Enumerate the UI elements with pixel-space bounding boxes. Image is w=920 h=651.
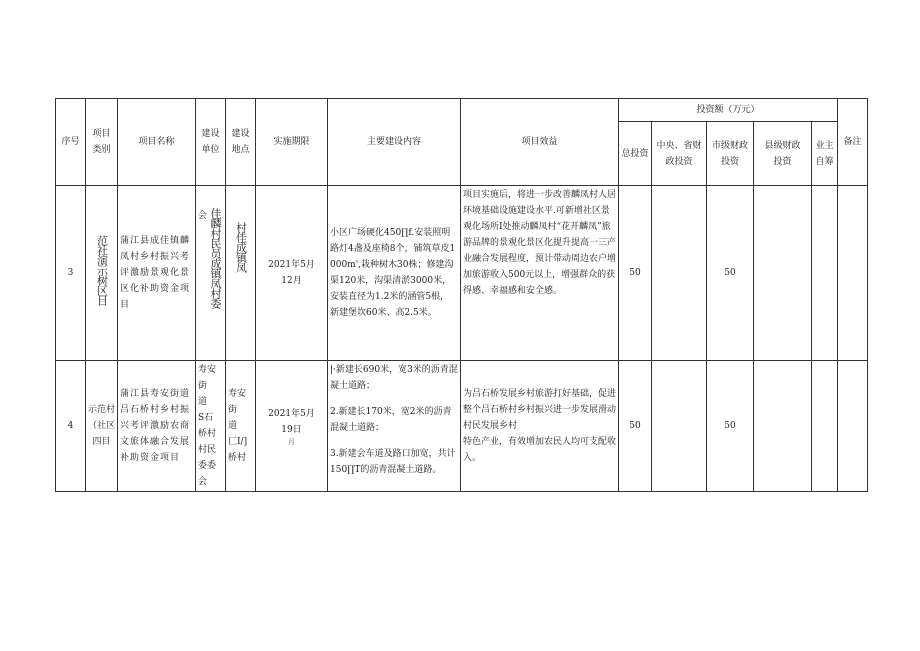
cell-city: 50 (707, 186, 754, 361)
header-total: 总投资 (619, 122, 652, 186)
cell-unit: 会 佳麟村民员成镇凤村委 (196, 186, 226, 361)
header-seq: 序号 (56, 99, 86, 186)
cell-total: 50 (619, 186, 652, 361)
cell-county (754, 186, 812, 361)
header-period: 实施期限 (256, 99, 328, 186)
header-unit: 建设 单位 (196, 99, 226, 186)
table-row (56, 361, 868, 492)
cell-county (754, 361, 812, 492)
cell-location: 村佳成镇凤 (226, 186, 256, 361)
cell-central (652, 361, 707, 492)
header-name: 项目名称 (118, 99, 196, 186)
cell-category: 示范村 （社区 四目 (86, 361, 118, 492)
cell-location: 寿安街 道 匚I/] 桥村 (226, 361, 256, 492)
cell-seq: 3 (56, 186, 86, 361)
cell-period: 2021年5月 12月 (256, 186, 328, 361)
cell-remarks (838, 361, 868, 492)
cell-benefit: 项目实施后，将进一步改善麟凤村人居环境基础设施建设水平.可新增社区景观化场所I处推动麟凤村“花开麟凤”旅游品牌的景观化景区化提升提高一三产业融合发展程度，预计带动周边农户增加旅游收入500元以上，增强群众的获得感、幸福感和安全感。 (461, 186, 619, 361)
cell-owner (812, 186, 838, 361)
cell-remarks (838, 186, 868, 361)
investment-table (55, 98, 868, 492)
cell-name: 蒲江县成佳镇麟凤村乡村振兴考评激励景观化景区化补助资金项目 (118, 186, 196, 361)
cell-city: 50 (707, 361, 754, 492)
header-central: 中央、省财 政投资 (652, 122, 707, 186)
cell-unit: 寿安街 道 S石 桥村 村民 委委会 (196, 361, 226, 492)
cell-owner (812, 361, 838, 492)
header-content: 主要建设内容 (328, 99, 461, 186)
cell-content: 小区广场硬化450∏f.安装照明路灯4盏及座椅8个，铺筑草皮1000m',栽种树木30株；修建沟渠120米，沟渠清淤3000米，安装直径为1.2米的涵管5根，新建堡坎60米、高2.5米。 (328, 186, 461, 361)
cell-seq: 4 (56, 361, 86, 492)
header-city: 市级财政 投资 (707, 122, 754, 186)
cell-period: 2021年5月 19日 月 (256, 361, 328, 492)
cell-content: |·新建长690米，宽3米的沥青混凝土道路； 2.新建长170米，宽2米的沥青混凝土道路； 3.新建会车道及路口加宽，共计150∏T的沥青混凝土道路。 (328, 361, 461, 492)
table-row (56, 186, 868, 361)
cell-category: 范社演示树区目 (86, 186, 118, 361)
header-category: 项目 类别 (86, 99, 118, 186)
header-benefit: 项目效益 (461, 99, 619, 186)
cell-name: 蒲江县寿安街道吕石桥村乡村振兴考评激励农商文旅体融合发展补助资金项目 (118, 361, 196, 492)
cell-benefit: 为吕石桥发展乡村旅游打好基础，促进整个吕石桥村乡村振兴进一步发展滑动村民发展乡村 特色产业，有效增加农民人均可支配收入。 (461, 361, 619, 492)
header-location: 建设 地点 (226, 99, 256, 186)
header-county: 县级财政 投资 (754, 122, 812, 186)
header-investment: 投资额（万元） (619, 99, 838, 122)
cell-total: 50 (619, 361, 652, 492)
cell-central (652, 186, 707, 361)
header-remarks: 备注 (838, 99, 868, 186)
header-owner: 业主 自筹 (812, 122, 838, 186)
